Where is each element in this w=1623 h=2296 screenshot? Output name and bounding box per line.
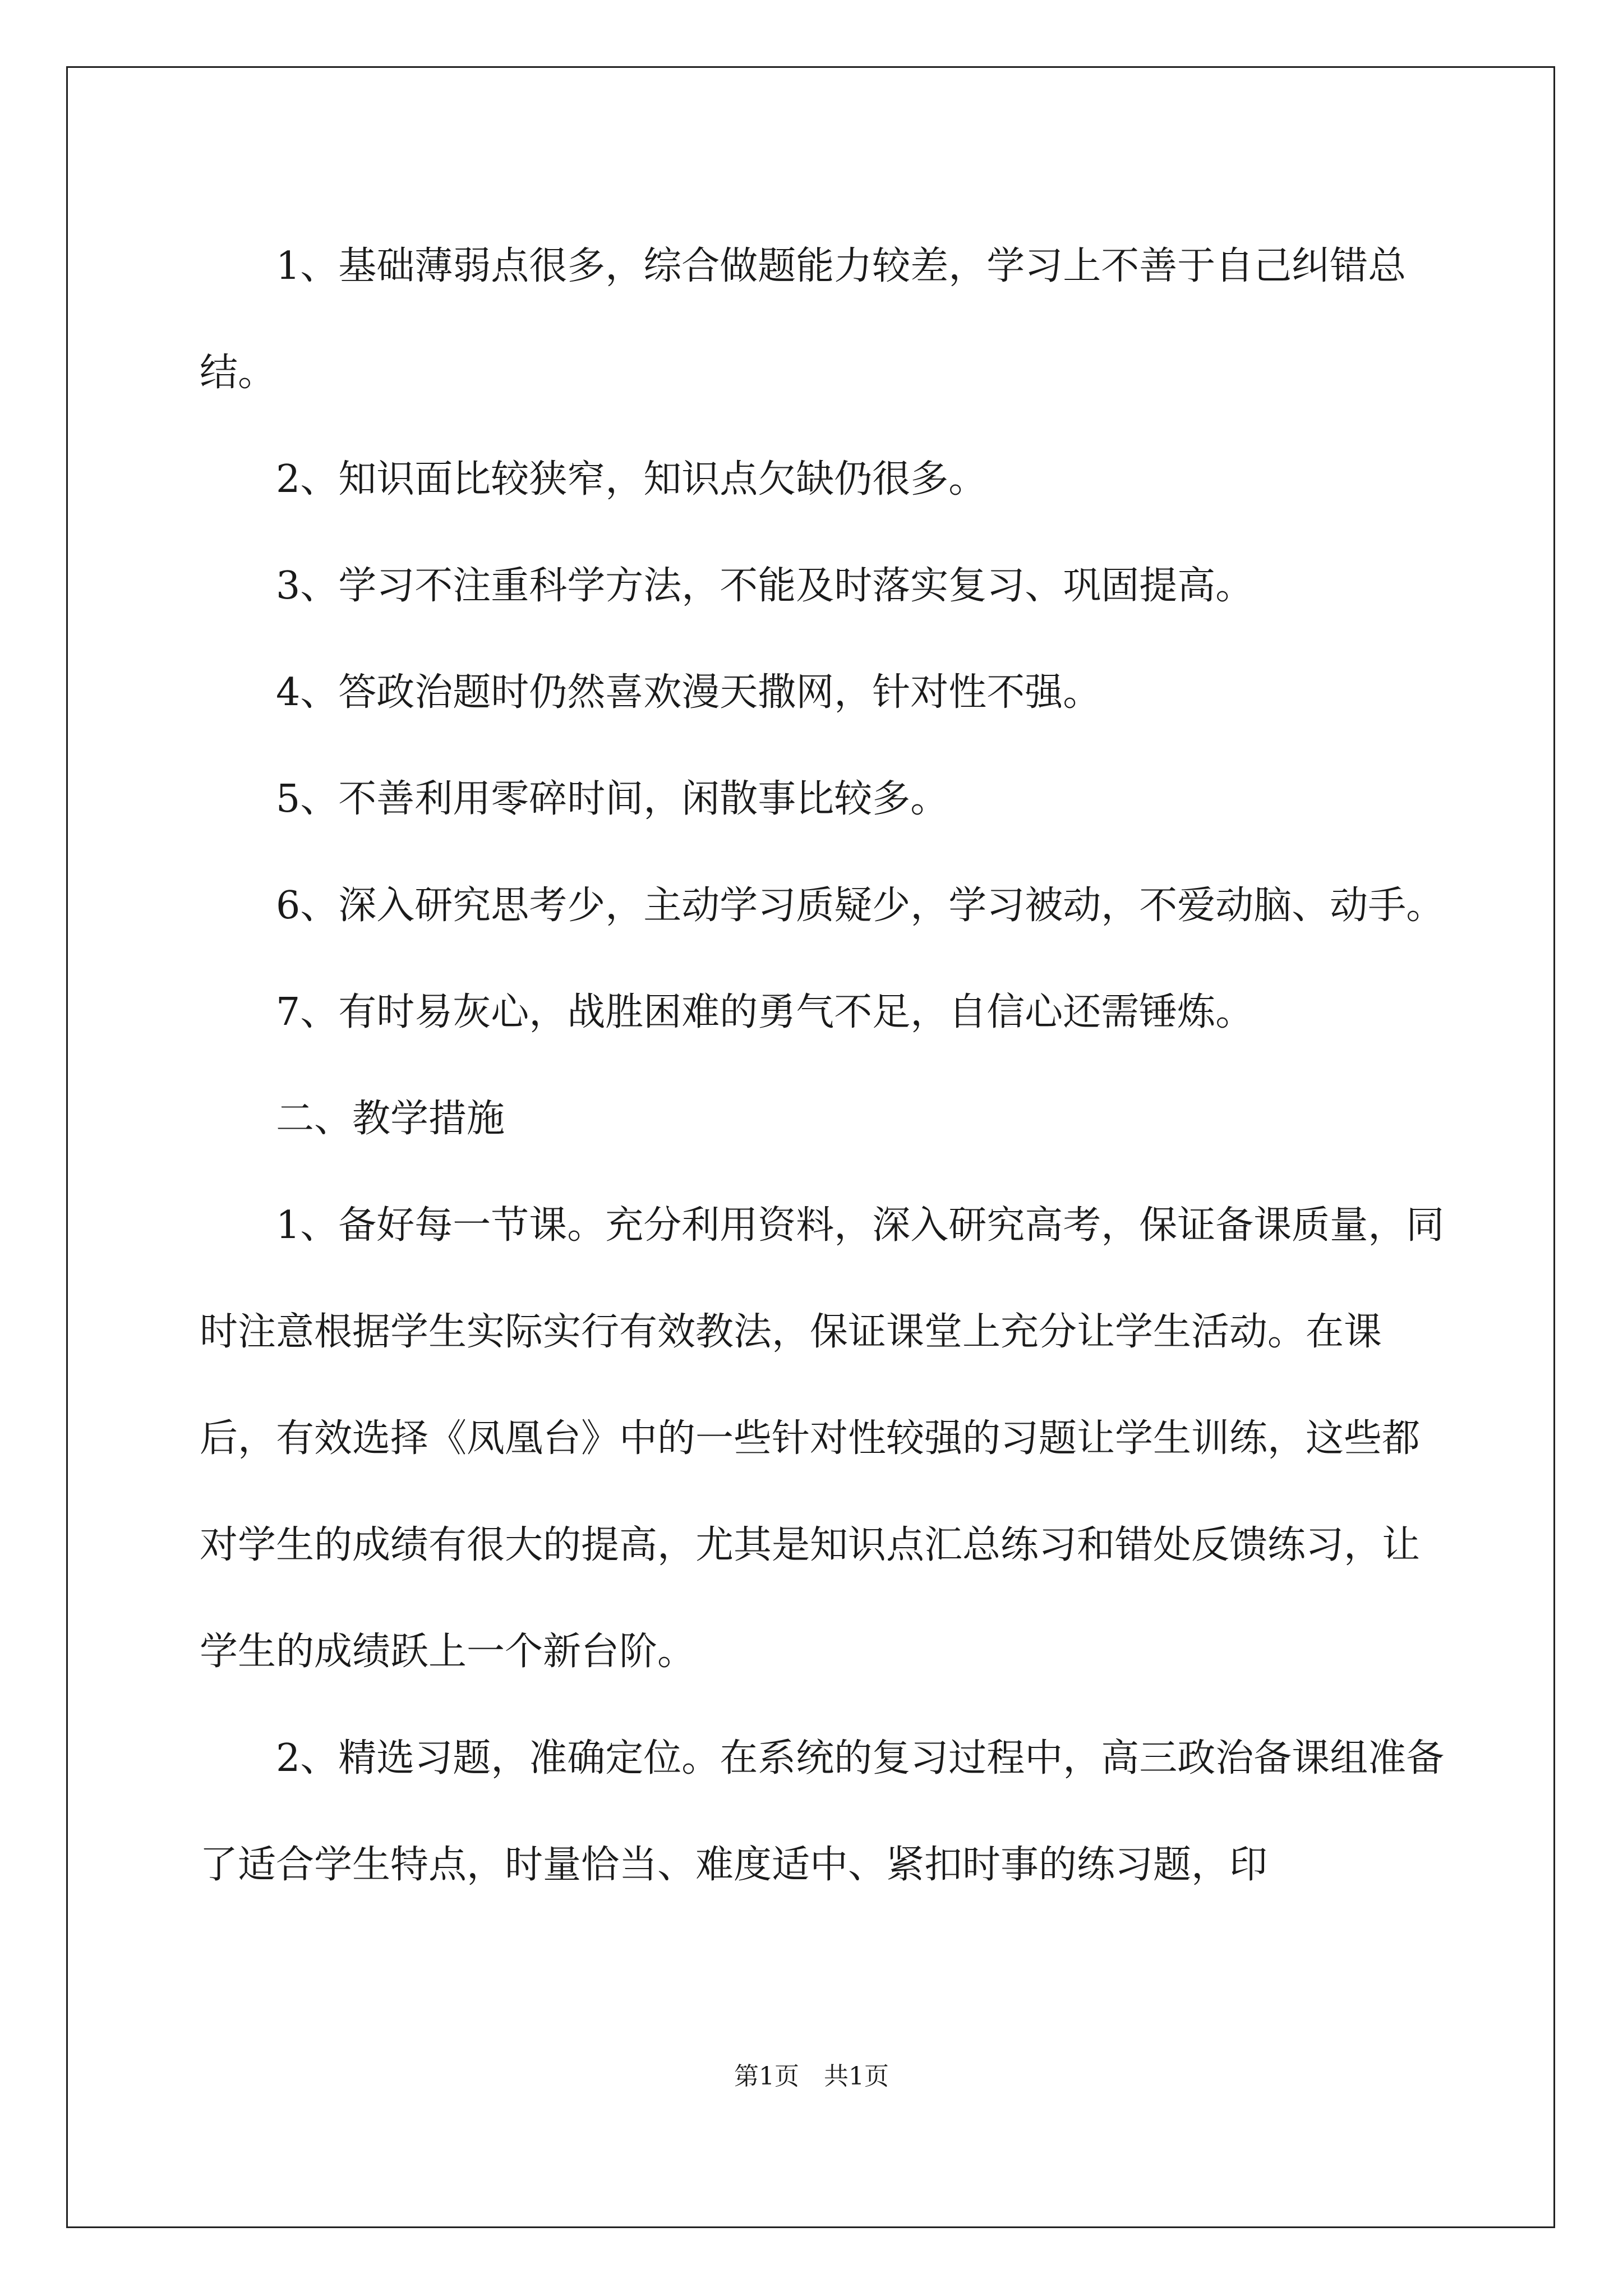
paragraph-weakness-1: 1、基础薄弱点很多，综合做题能力较差，学习上不善于自己纠错总结。: [200, 244, 1407, 395]
paragraph-measure-1: 1、备好每一节课。充分利用资料，深入研究高考，保证备课质量，同时注意根据学生实际实行有效教法，保证课堂上充分让学生活动。在课后，有效选择《凤凰台》中的一些针对性较强的习题让学生训练，这些都对学生的成绩有很大的提高，尤其是知识点汇总练习和错处反馈练习，让学生的成绩跃上一个新台阶。: [200, 1203, 1445, 1674]
paragraph-weakness-7: 7、有时易灰心，战胜困难的勇气不足，自信心还需锤炼。: [200, 990, 1254, 1034]
paragraph-weakness-4: 4、答政治题时仍然喜欢漫天撒网，针对性不强。: [200, 670, 1101, 715]
paragraph-weakness-2: 2、知识面比较狭窄，知识点欠缺仍很多。: [200, 457, 987, 501]
paragraph-weakness-6: 6、深入研究思考少，主动学习质疑少，学习被动，不爱动脑、动手。: [200, 884, 1445, 928]
page-footer: 第1页 共1页: [734, 2062, 889, 2091]
document-body: [200, 213, 1453, 1918]
paragraph-measure-2: 2、精选习题，准确定位。在系统的复习过程中，高三政治备课组准备了适合学生特点，时量恰当、难度适中、紧扣时事的练习题，印: [200, 1736, 1445, 1887]
paragraph-weakness-3: 3、学习不注重科学方法，不能及时落实复习、巩固提高。: [200, 564, 1254, 608]
section-heading-teaching-measures: 二、教学措施: [200, 1097, 505, 1141]
paragraph-weakness-5: 5、不善利用零碎时间，闲散事比较多。: [200, 777, 949, 821]
